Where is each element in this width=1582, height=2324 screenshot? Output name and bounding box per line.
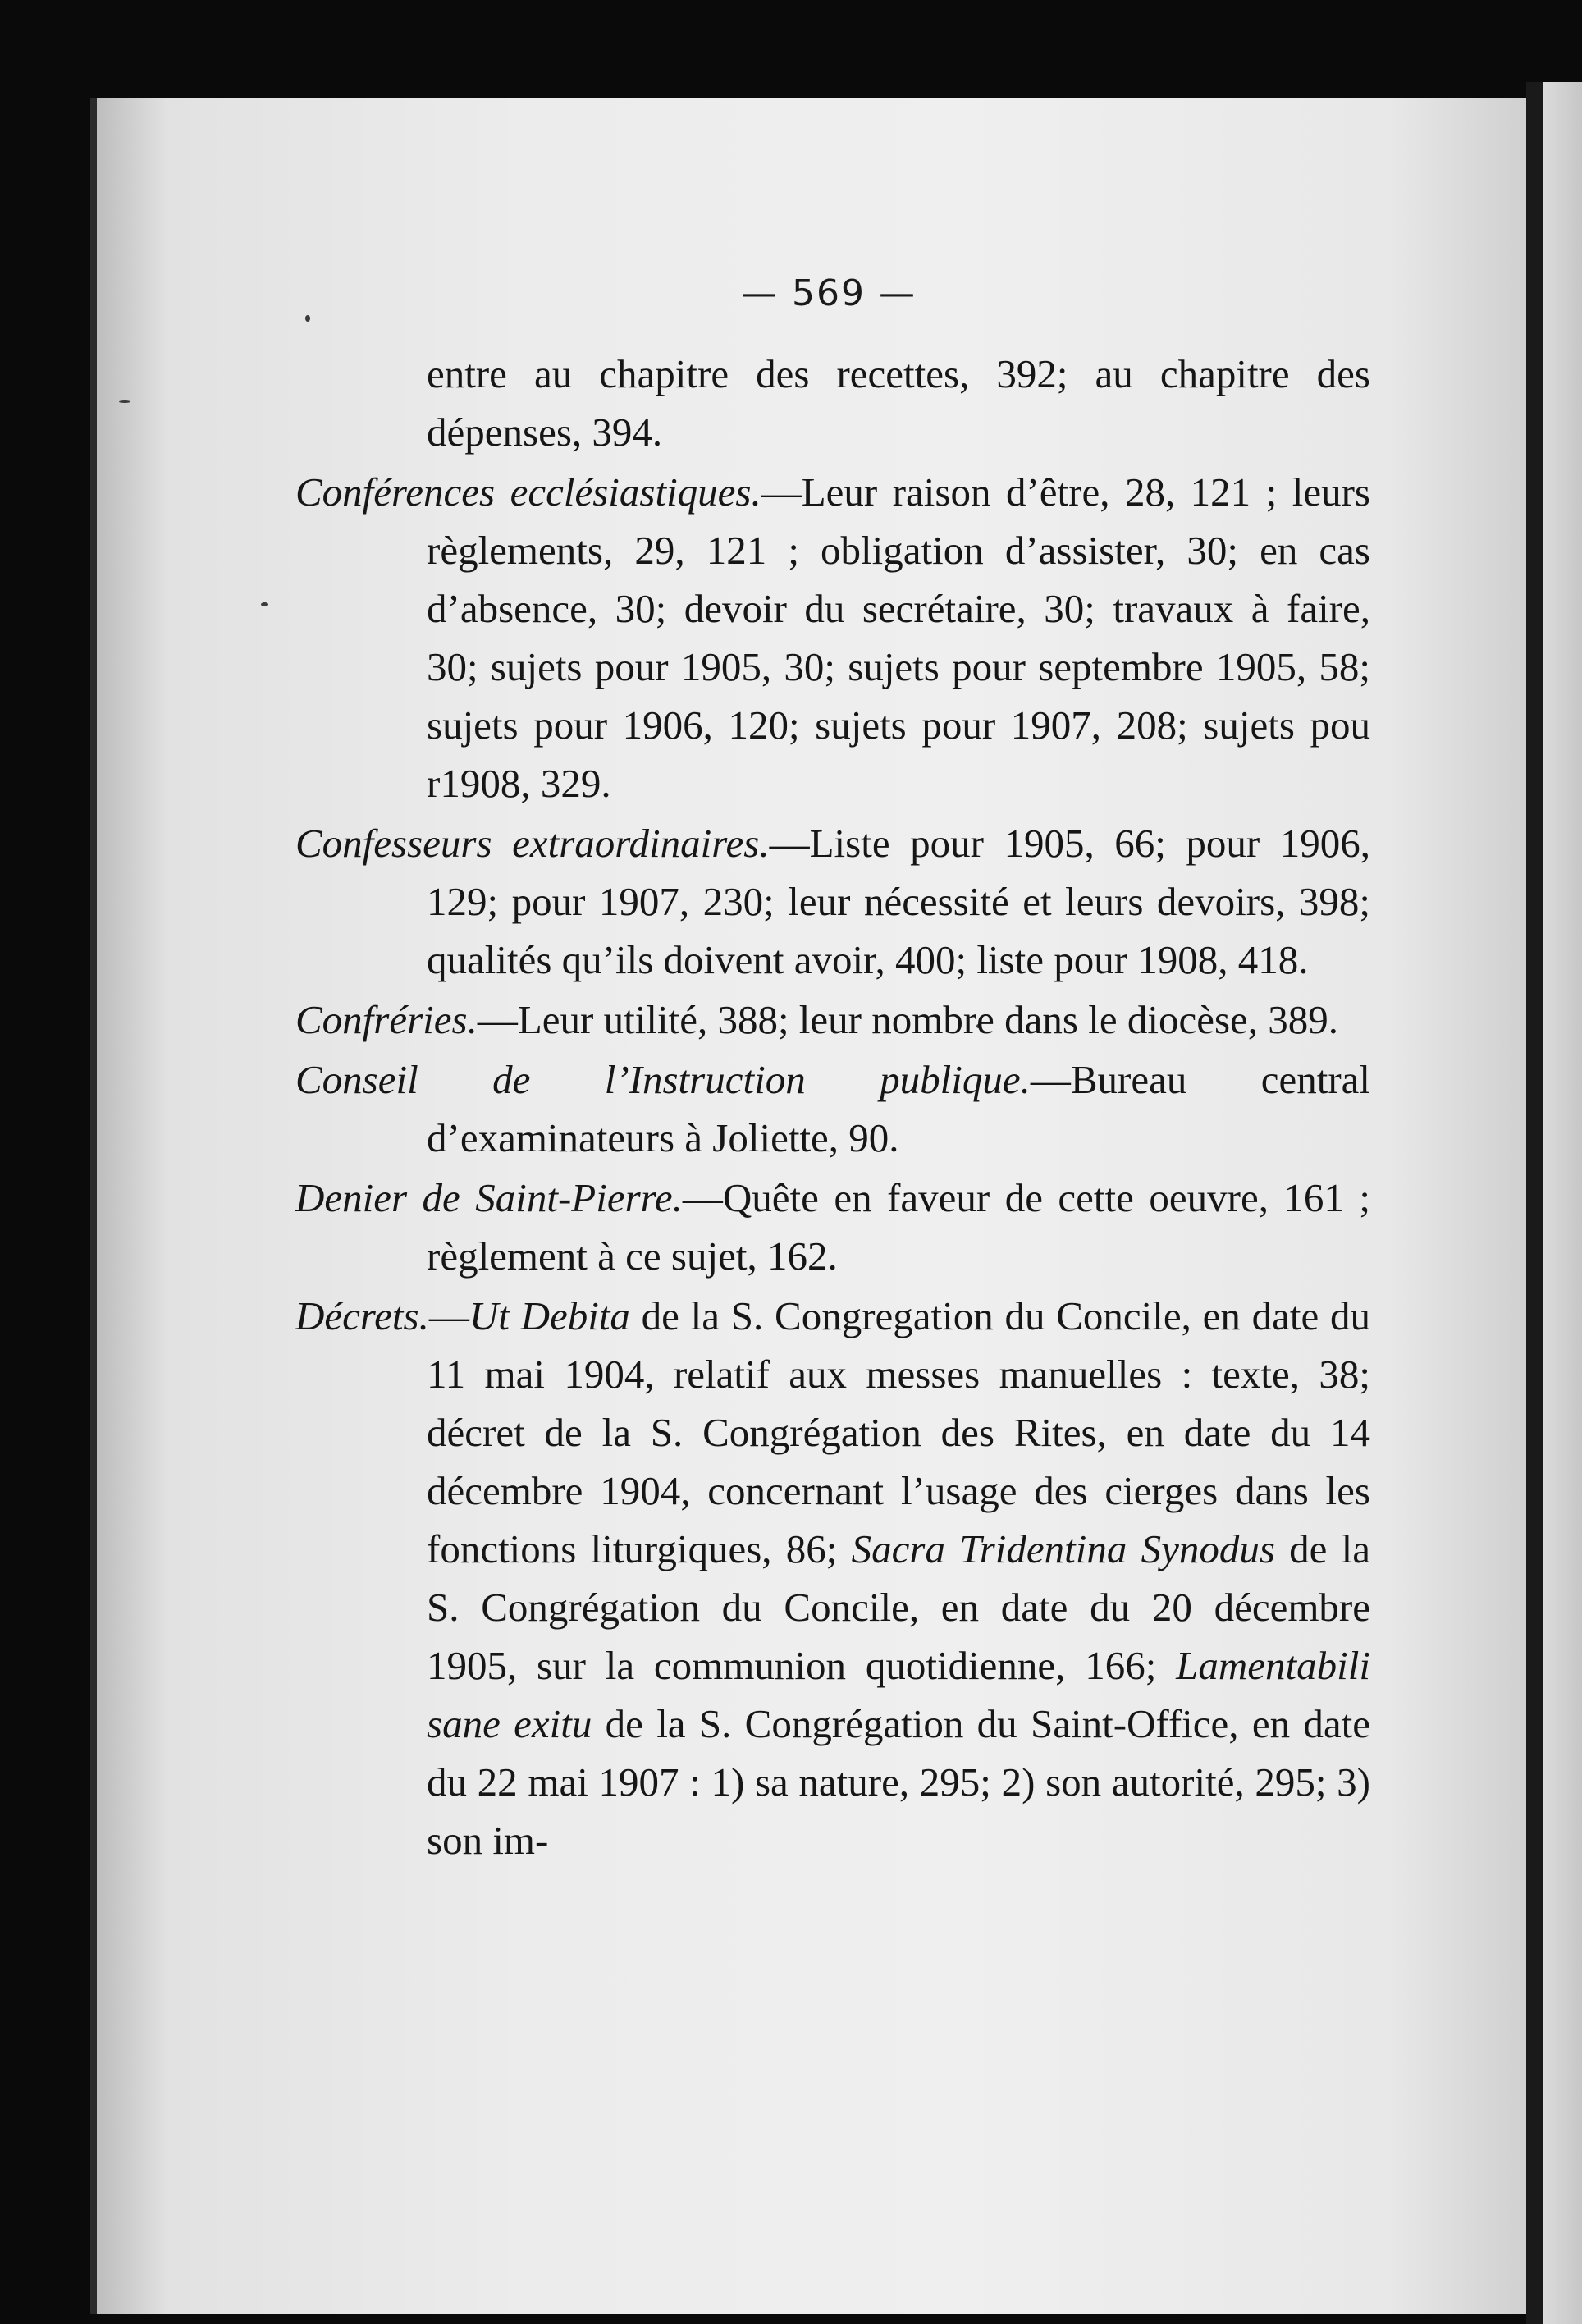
italic-title-run: Sacra Tridentina Synodus: [851, 1526, 1275, 1571]
entry-heading: Confesseurs extraordinaires.: [295, 821, 770, 866]
entry-text-run: —Leur raison d’être, 28, 121 ; leurs règlements, 29, 121 ; obligation d’assister, 30; en cas d’absence, 30; devoir du secrétaire, 30; travaux à faire, 30; sujets pour 1905, 30; sujets pour septembre 1905, 58; sujets pour 1906, 120; sujets pour 1907, 208; sujets pou r1908, 329.: [427, 469, 1370, 806]
entry-text-run: —: [428, 1293, 469, 1338]
entry-text-run: de la S. Congrégation du Saint-Office, en date du 22 mai 1907 : 1) sa nature, 295; 2) son autorité, 295; 3) son im-: [427, 1701, 1370, 1863]
index-entry: [295, 814, 1370, 989]
page-gutter-shadow: [1526, 82, 1543, 2324]
index-entry: [295, 463, 1370, 812]
entry-heading: Confréries.: [295, 997, 478, 1042]
index-entries: [295, 345, 1370, 1871]
index-entry: [295, 1050, 1370, 1167]
entry-text-run: —Leur utilité, 388; leur nombre dans le diocèse, 389.: [477, 997, 1339, 1042]
index-entry-continuation: [295, 345, 1370, 461]
entry-heading: Denier de Saint-Pierre.: [295, 1175, 683, 1220]
index-entry: [295, 1287, 1370, 1869]
index-entry: [295, 1169, 1370, 1285]
page-number: — 569 —: [741, 272, 917, 314]
scan-speck: [261, 602, 268, 606]
entry-text-run: —Quête en faveur de cette oeuvre, 161 ; règlement à ce sujet, 162.: [427, 1175, 1370, 1279]
entry-text-run: —Liste pour 1905, 66; pour 1906, 129; pour 1907, 230; leur nécessité et leurs devoirs, 398; qualités qu’ils doivent avoir, 400; liste pour 1908, 418.: [427, 821, 1371, 982]
entry-text-run: entre au chapitre des recettes, 392; au chapitre des dépenses, 394.: [427, 351, 1370, 455]
entry-heading: Décrets.: [295, 1293, 429, 1338]
scan-speck: [305, 315, 310, 322]
entry-heading: Conseil de l’Instruction publique.: [295, 1057, 1031, 1102]
italic-title-run: Lamentabili sane exitu: [427, 1643, 1370, 1746]
italic-title-run: Ut Debita: [469, 1293, 630, 1338]
entry-text-run: de la S. Congregation du Concile, en date du 11 mai 1904, relatif aux messes manuelles : texte, 38; décret de la S. Congrégation des Rites, en date du 14 décembre 1904, concernant l’usage des cierges dans les fonctions liturgiques, 86;: [427, 1293, 1370, 1571]
entry-text-run: de la S. Congrégation du Concile, en date du 20 décembre 1905, sur la communion quotidienne, 166;: [427, 1526, 1370, 1688]
index-entry: [295, 990, 1370, 1049]
entry-heading: Conférences ecclésiastiques.: [295, 469, 761, 515]
entry-text-run: —Bureau central d’examinateurs à Joliette, 90.: [427, 1057, 1370, 1160]
next-page-edge: [1543, 82, 1582, 2324]
scan-speck: [119, 400, 130, 403]
